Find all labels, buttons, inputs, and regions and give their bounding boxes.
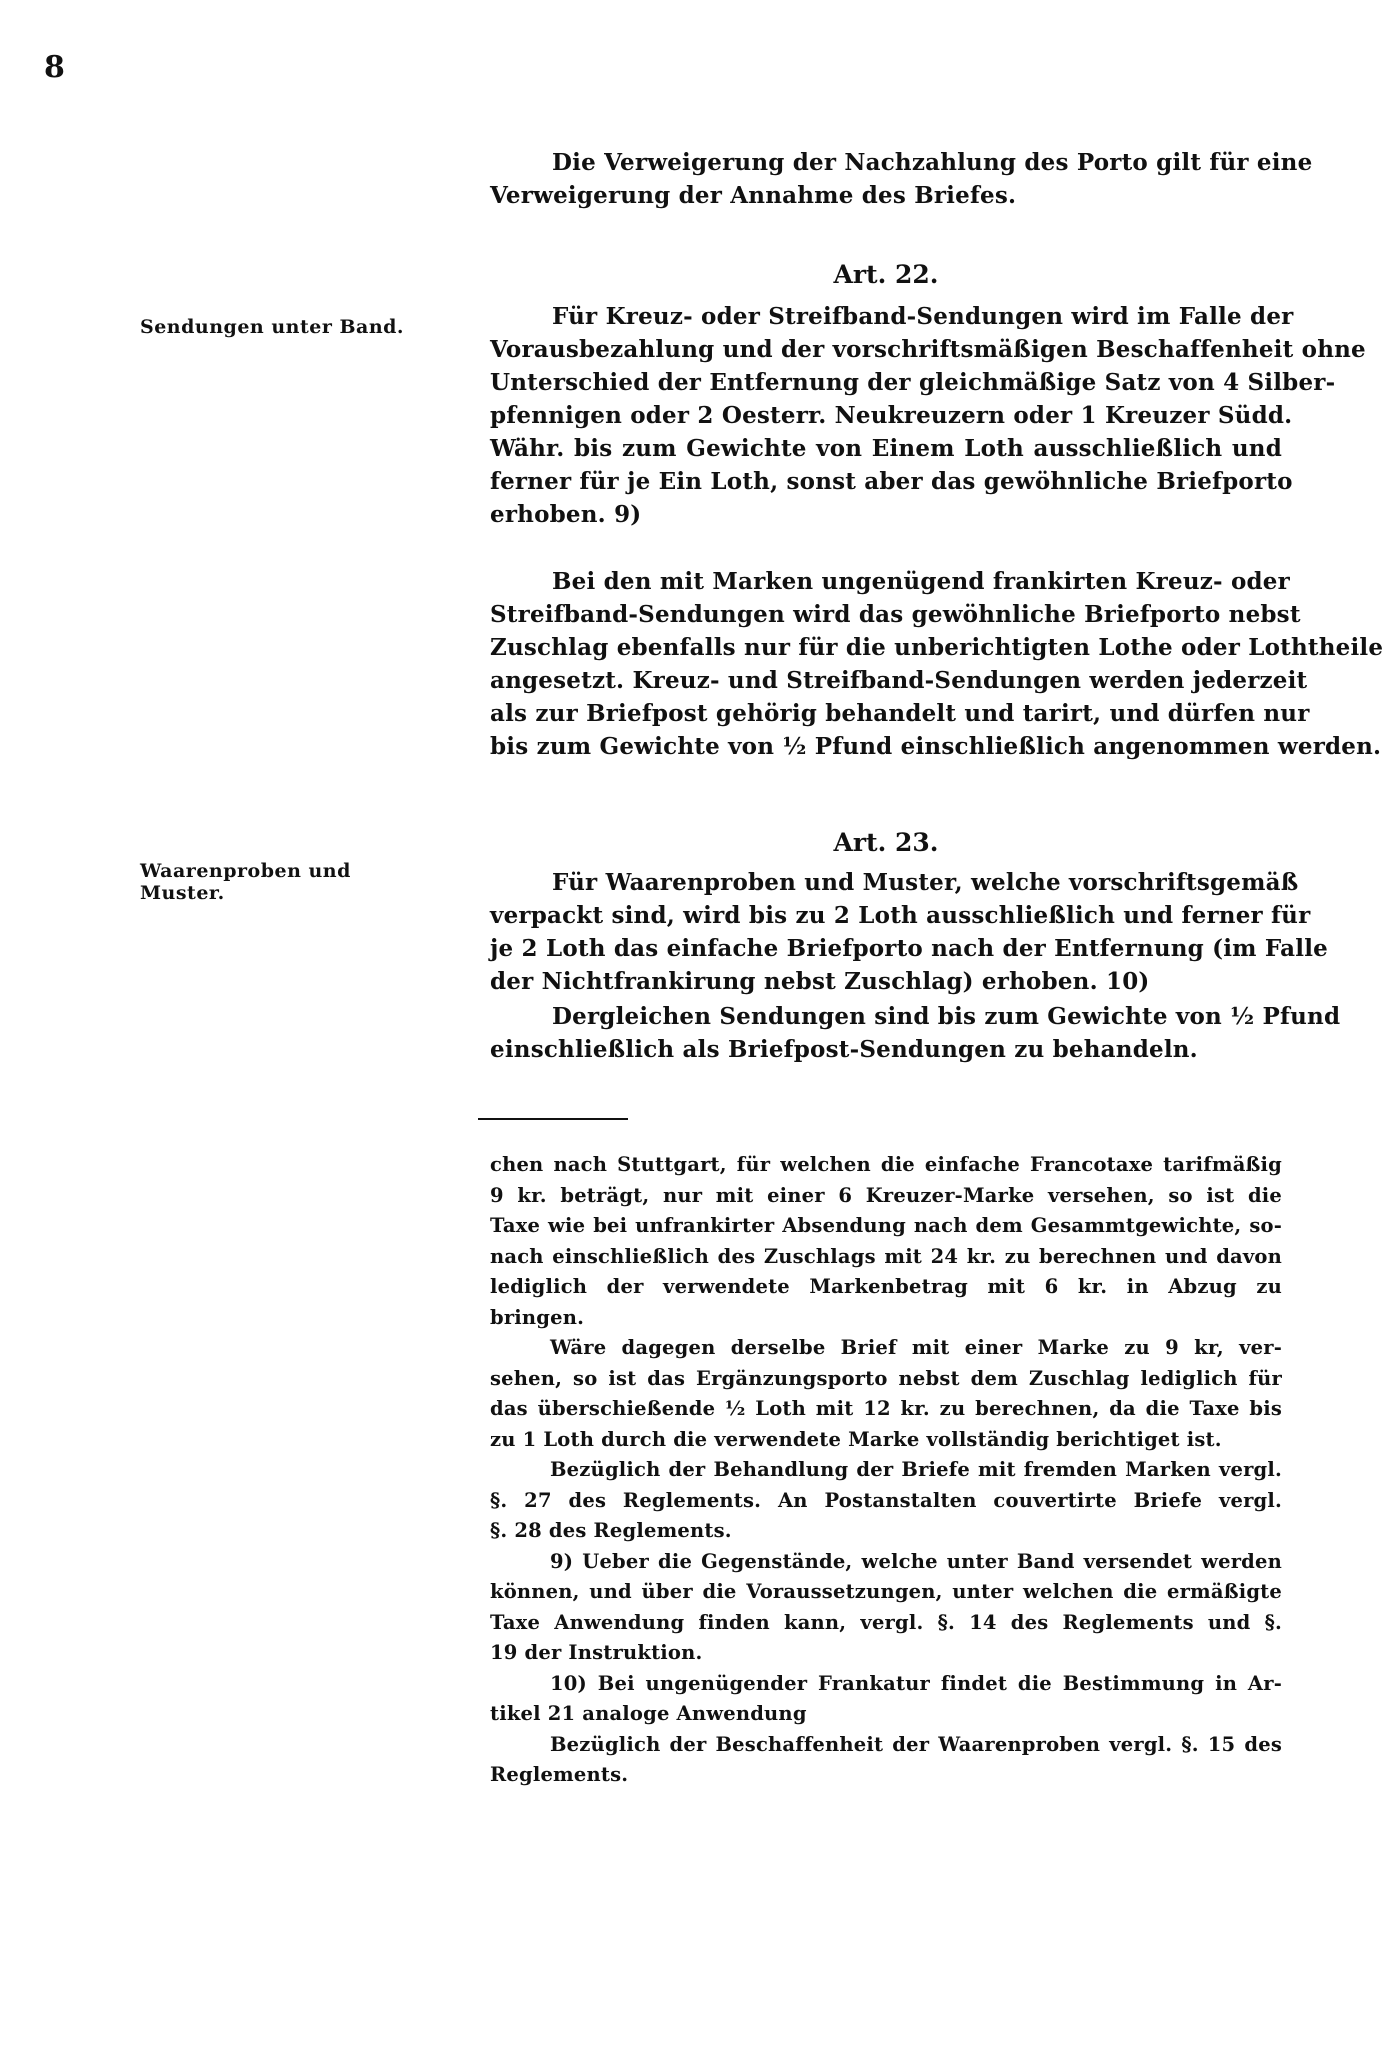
- article-23-paragraph-1: [490, 866, 1328, 998]
- footnote-line: §. 28 des Reglements.: [490, 1519, 732, 1542]
- text-line: pfennigen oder 2 Oesterr. Neukreuzern oder 1 Kreuzer Südd.: [490, 402, 1293, 429]
- footnote-line: Reglements.: [490, 1763, 629, 1786]
- footnote-line: Bezüglich der Behandlung der Briefe mit fremden Marken vergl.: [550, 1458, 1282, 1481]
- footnote-9-line: Taxe Anwendung finden kann, vergl. §. 14 des Reglements und §.: [490, 1610, 1282, 1634]
- article-22-paragraph-1: [490, 300, 1366, 531]
- text-line: bis zum Gewichte von ½ Pfund einschließlich angenommen werden.: [490, 733, 1382, 760]
- text-line: Für Kreuz- oder Streifband-Sendungen wird im Falle der: [552, 303, 1294, 330]
- text-line: ferner für je Ein Loth, sonst aber das gewöhnliche Briefporto: [490, 468, 1293, 495]
- footnote-line: §. 27 des Reglements. An Postanstalten couvertirte Briefe vergl.: [490, 1488, 1282, 1512]
- text-line: angesetzt. Kreuz- und Streifband-Sendungen werden jederzeit: [490, 667, 1308, 694]
- intro-paragraph: [490, 146, 1313, 212]
- text-line: Die Verweigerung der Nachzahlung des Porto gilt für eine: [552, 149, 1313, 176]
- article-23-paragraph-2: [490, 1000, 1341, 1066]
- text-line: Verweigerung der Annahme des Briefes.: [490, 182, 1017, 209]
- text-line: je 2 Loth das einfache Briefporto nach der Entfernung (im Falle: [490, 935, 1328, 962]
- footnote-line: nach einschließlich des Zuschlags mit 24 kr. zu berechnen und davon: [490, 1244, 1282, 1268]
- footnote-line: bringen.: [490, 1305, 585, 1329]
- text-line: erhoben. 9): [490, 501, 642, 528]
- footnote-9-line: 19 der Instruktion.: [490, 1641, 703, 1664]
- footnote-line: chen nach Stuttgart, für welchen die einfache Francotaxe tarifmäßig: [490, 1153, 1282, 1176]
- page-number: 8: [44, 50, 65, 85]
- footnote-separator-rule: [478, 1118, 628, 1120]
- text-line: Unterschied der Entfernung der gleichmäßige Satz von 4 Silber-: [490, 369, 1336, 396]
- article-22-paragraph-2: [490, 565, 1383, 763]
- text-line: einschließlich als Briefpost-Sendungen zu behandeln.: [490, 1036, 1198, 1063]
- footnote-line: sehen, so ist das Ergänzungsporto nebst dem Zuschlag lediglich für: [490, 1366, 1282, 1390]
- text-line: Dergleichen Sendungen sind bis zum Gewichte von ½ Pfund: [552, 1003, 1341, 1030]
- footnote-line: zu 1 Loth durch die verwendete Marke vollständig berichtiget ist.: [490, 1427, 1222, 1451]
- margin-note-sendungen-unter-band: Sendungen unter Band.: [140, 316, 405, 338]
- text-line: Für Waarenproben und Muster, welche vorschriftsgemäß: [552, 869, 1299, 896]
- text-line: als zur Briefpost gehörig behandelt und tarirt, und dürfen nur: [490, 700, 1310, 727]
- article-22-heading: Art. 22.: [833, 260, 939, 289]
- footnote-line: Bezüglich der Beschaffenheit der Waarenproben vergl. §. 15 des: [550, 1732, 1282, 1756]
- footnote-10-line: 10) Bei ungenügender Frankatur findet die Bestimmung in Ar-: [550, 1671, 1282, 1695]
- footnote-line: das überschießende ½ Loth mit 12 kr. zu berechnen, da die Taxe bis: [490, 1397, 1282, 1420]
- footnote-9-line: können, und über die Voraussetzungen, unter welchen die ermäßigte: [490, 1580, 1282, 1603]
- text-line: Streifband-Sendungen wird das gewöhnliche Briefporto nebst: [490, 601, 1301, 628]
- text-line: verpackt sind, wird bis zu 2 Loth ausschließlich und ferner für: [490, 902, 1311, 929]
- footnote-line: Taxe wie bei unfrankirter Absendung nach dem Gesammtgewichte, so-: [490, 1214, 1282, 1237]
- margin-note-waarenproben-und-muster: Waarenproben und Muster.: [140, 860, 351, 904]
- footnote-line: Wäre dagegen derselbe Brief mit einer Marke zu 9 kr, ver-: [550, 1336, 1282, 1359]
- footnote-line: 9 kr. beträgt, nur mit einer 6 Kreuzer-Marke versehen, so ist die: [490, 1183, 1282, 1207]
- text-line: Zuschlag ebenfalls nur für die unberichtigten Lothe oder Loththeile: [490, 634, 1383, 661]
- article-23-heading: Art. 23.: [833, 828, 939, 857]
- footnote-line: lediglich der verwendete Markenbetrag mit 6 kr. in Abzug zu: [490, 1275, 1282, 1298]
- footnote-10-line: tikel 21 analoge Anwendung: [490, 1702, 807, 1725]
- footnotes: [490, 1150, 1282, 1791]
- text-line: Vorausbezahlung und der vorschriftsmäßigen Beschaffenheit ohne: [490, 336, 1366, 363]
- text-line: Bei den mit Marken ungenügend frankirten Kreuz- oder: [552, 568, 1290, 595]
- footnote-9-line: 9) Ueber die Gegenstände, welche unter Band versendet werden: [550, 1549, 1282, 1573]
- text-line: Währ. bis zum Gewichte von Einem Loth ausschließlich und: [490, 435, 1282, 462]
- text-line: der Nichtfrankirung nebst Zuschlag) erhoben. 10): [490, 968, 1150, 995]
